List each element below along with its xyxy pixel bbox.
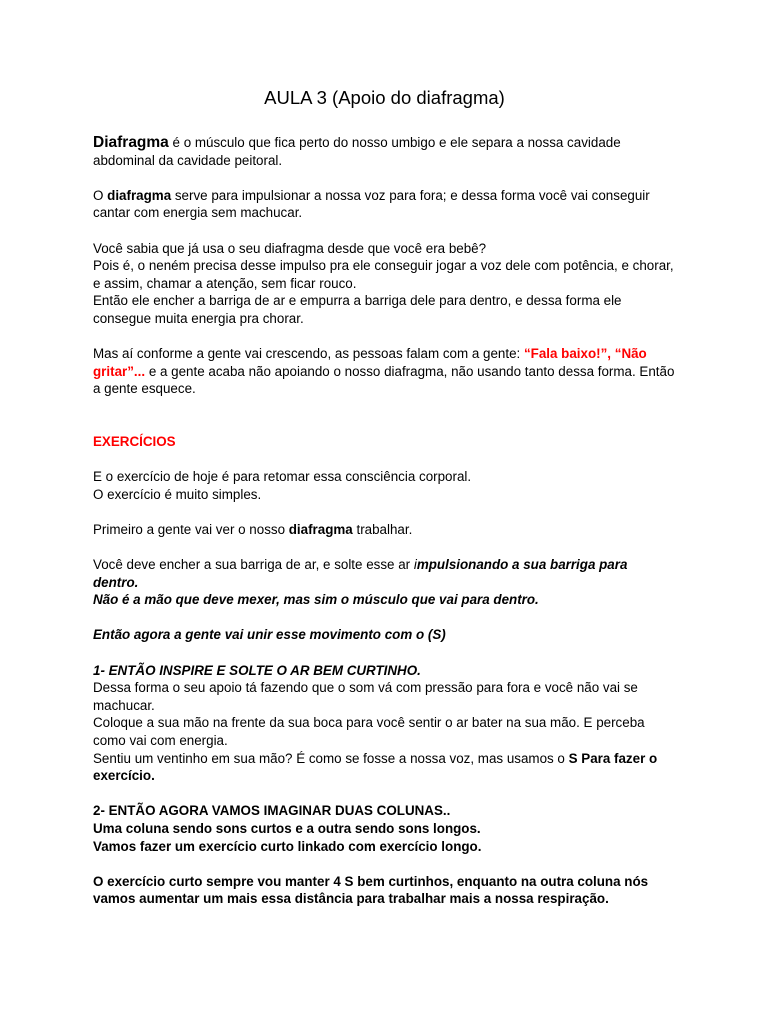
term-diafragma: Diafragma — [93, 134, 169, 151]
paragraph-exercise-intro: E o exercício de hoje é para retomar essa consciência corporal. O exercício é muito simples. — [93, 469, 472, 502]
paragraph-baby: Você sabia que já usa o seu diafragma desde que você era bebê? Pois é, o neném precisa desse impulso pra ele conseguir jogar a voz dele com potência, e chorar, e assim, chamar a atenção, sem ficar rouco. Então ele encher a barriga de ar e empurra a barriga dele para dentro, e dessa forma ele consegue muita energia pra chorar. — [93, 240, 674, 326]
step-1: 1- ENTÃO INSPIRE E SOLTE O AR BEM CURTINHO. Dessa forma o seu apoio tá fazendo que o som vá com pressão para fora e você não vai se machucar. Coloque a sua mão na frente da sua boca para você sentir o ar bater na sua mão. E perceba como vai com energia. Sentiu um ventinho em sua mão? É como se fosse a nossa voz, mas usamos o S Para fazer o exercício. — [93, 662, 676, 785]
quote-highlight: “Fala baixo!”, “Não gritar”... — [93, 346, 647, 379]
paragraph-short-exercise: O exercício curto sempre vou manter 4 S bem curtinhos, enquanto na outra coluna nós vamos aumentar um mais essa distância para trabalhar mais a nossa respiração. — [93, 873, 649, 907]
step-1-heading: 1- ENTÃO INSPIRE E SOLTE O AR BEM CURTINHO. — [93, 662, 421, 678]
step-2: 2- ENTÃO AGORA VAMOS IMAGINAR DUAS COLUNAS.. Uma coluna sendo sons curtos e a outra sendo sons longos. Vamos fazer um exercício curto linkado com exercício longo. — [93, 802, 676, 855]
paragraph-diafragma-definition: Diafragma é o músculo que fica perto do nosso umbigo e ele separa a nossa cavidade abdominal da cavidade peitoral. — [93, 134, 621, 168]
paragraph-combine-s: Então agora a gente vai unir esse movimento com o (S) — [93, 627, 446, 643]
paragraph-diafragma-function: O diafragma serve para impulsionar a nossa voz para fora; e dessa forma você vai conseguir cantar com energia sem machucar. — [93, 187, 650, 221]
step-2-heading: 2- ENTÃO AGORA VAMOS IMAGINAR DUAS COLUNAS.. — [93, 803, 451, 819]
paragraph-growing-up: Mas aí conforme a gente vai crescendo, as pessoas falam com a gente: “Fala baixo!”, “Não gritar”... e a gente acaba não apoiando o nosso diafragma, não usando tanto dessa forma. Então a gente esquece. — [93, 346, 675, 397]
section-title-exercicios: EXERCÍCIOS — [93, 433, 176, 449]
page-title: AULA 3 (Apoio do diafragma) — [264, 87, 505, 108]
paragraph-belly-instruction: Você deve encher a sua barriga de ar, e solte esse ar impulsionando a sua barriga para dentro. Não é a mão que deve mexer, mas sim o músculo que vai para dentro. — [93, 557, 628, 608]
paragraph-first-step: Primeiro a gente vai ver o nosso diafragma trabalhar. — [93, 521, 413, 537]
